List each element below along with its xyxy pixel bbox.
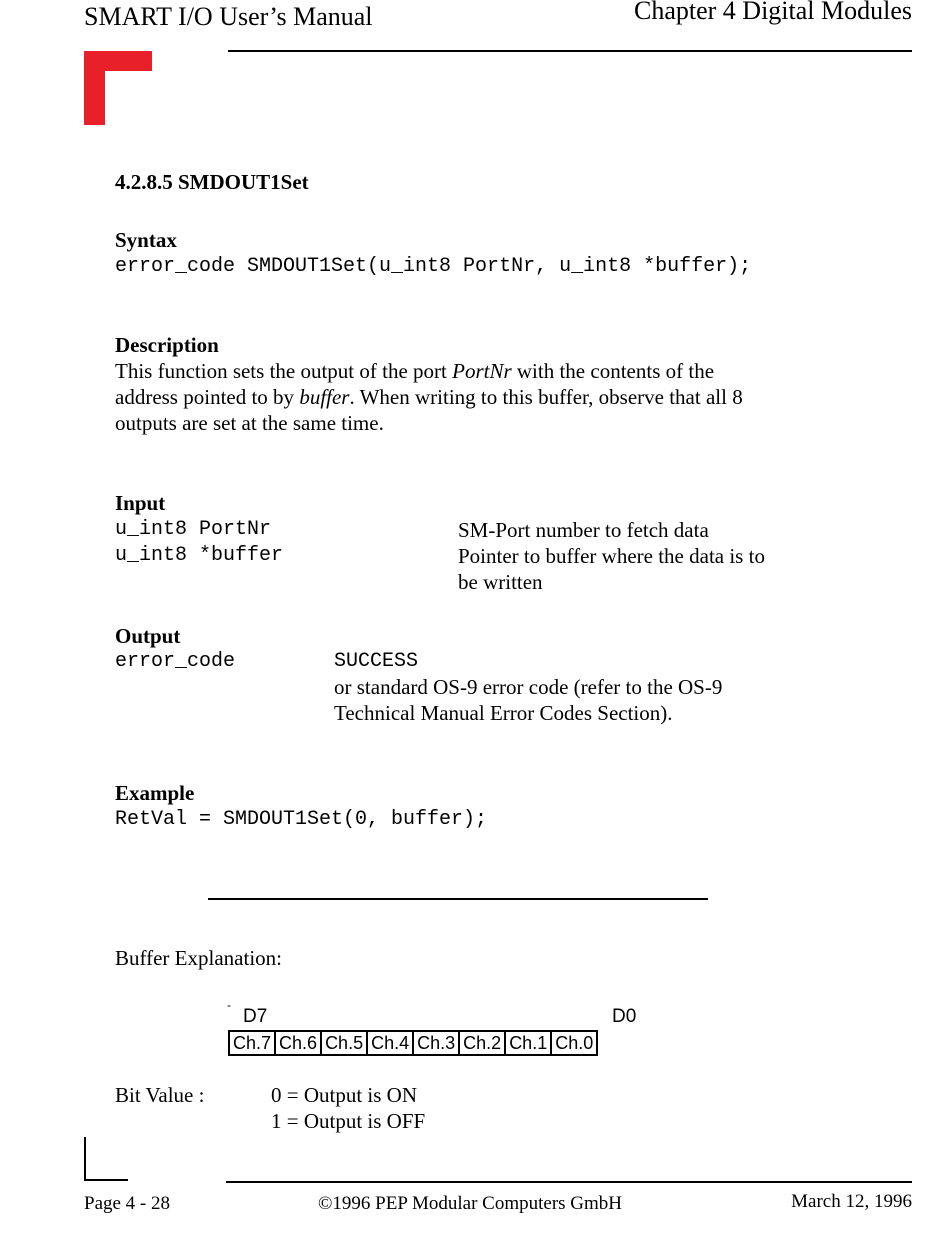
section-heading: 4.2.8.5 SMDOUT1Set	[115, 170, 309, 194]
bit-cell-ch4: Ch.4	[367, 1031, 413, 1055]
input-param-desc: SM-Port number to fetch data	[458, 518, 709, 542]
page-number: Page 4 - 28	[84, 1193, 171, 1214]
param-portnr-emphasis: PortNr	[452, 359, 512, 383]
bit-table	[228, 1030, 598, 1056]
separator-rule	[208, 898, 708, 900]
input-label: Input	[115, 491, 166, 515]
chapter-title: Chapter 4 Digital Modules	[633, 0, 912, 25]
bit-cell-ch1: Ch.1	[505, 1031, 551, 1055]
syntax-code: error_code SMDOUT1Set(u_int8 PortNr, u_int8 *buffer);	[115, 255, 752, 278]
bit-cell-ch0: Ch.0	[551, 1031, 597, 1055]
param-buffer-emphasis: buffer	[299, 385, 350, 409]
output-label: Output	[115, 624, 181, 648]
bit-value-on: 0 = Output is ON	[271, 1083, 418, 1107]
output-desc-cont: Technical Manual Error Codes Section).	[334, 701, 673, 725]
msb-label: D7	[243, 1006, 268, 1027]
bit-cell-ch2: Ch.2	[459, 1031, 505, 1055]
bit-cell-ch5: Ch.5	[321, 1031, 367, 1055]
bit-cell-ch3: Ch.3	[413, 1031, 459, 1055]
bit-tick-mark: -	[227, 998, 231, 1012]
example-code: RetVal = SMDOUT1Set(0, buffer);	[115, 808, 488, 831]
description-line-2: address pointed to by buffer. When writing to this buffer, observe that all 8	[115, 385, 743, 409]
example-label: Example	[115, 781, 195, 805]
footer-rule	[226, 1181, 912, 1183]
footer-corner-horizontal	[84, 1179, 128, 1181]
input-param-name: u_int8 *buffer	[115, 544, 284, 567]
bit-cell-ch6: Ch.6	[275, 1031, 321, 1055]
input-param-desc: Pointer to buffer where the data is to	[458, 544, 765, 568]
copyright: ©1996 PEP Modular Computers GmbH	[318, 1193, 623, 1214]
lsb-label: D0	[612, 1006, 637, 1027]
description-line-3: outputs are set at the same time.	[115, 411, 384, 435]
output-desc: or standard OS-9 error code (refer to the OS-9	[334, 675, 723, 699]
header-rule	[228, 50, 912, 52]
corner-mark-vertical	[84, 51, 105, 125]
input-param-desc-cont: be written	[458, 570, 543, 594]
description-label: Description	[115, 333, 219, 357]
bit-cell-ch7: Ch.7	[229, 1031, 275, 1055]
manual-title: SMART I/O User’s Manual	[84, 2, 373, 31]
input-param-name: u_int8 PortNr	[115, 518, 272, 541]
publication-date: March 12, 1996	[791, 1191, 912, 1212]
bit-value-label: Bit Value :	[115, 1083, 205, 1107]
bit-row	[229, 1031, 597, 1055]
syntax-label: Syntax	[115, 228, 177, 252]
bit-value-off: 1 = Output is OFF	[271, 1109, 426, 1133]
output-value: SUCCESS	[334, 650, 419, 673]
output-name: error_code	[115, 650, 236, 673]
buffer-title: Buffer Explanation:	[115, 946, 282, 970]
description-line-1: This function sets the output of the port PortNr with the contents of the	[115, 359, 715, 383]
footer-corner-vertical	[84, 1137, 86, 1181]
